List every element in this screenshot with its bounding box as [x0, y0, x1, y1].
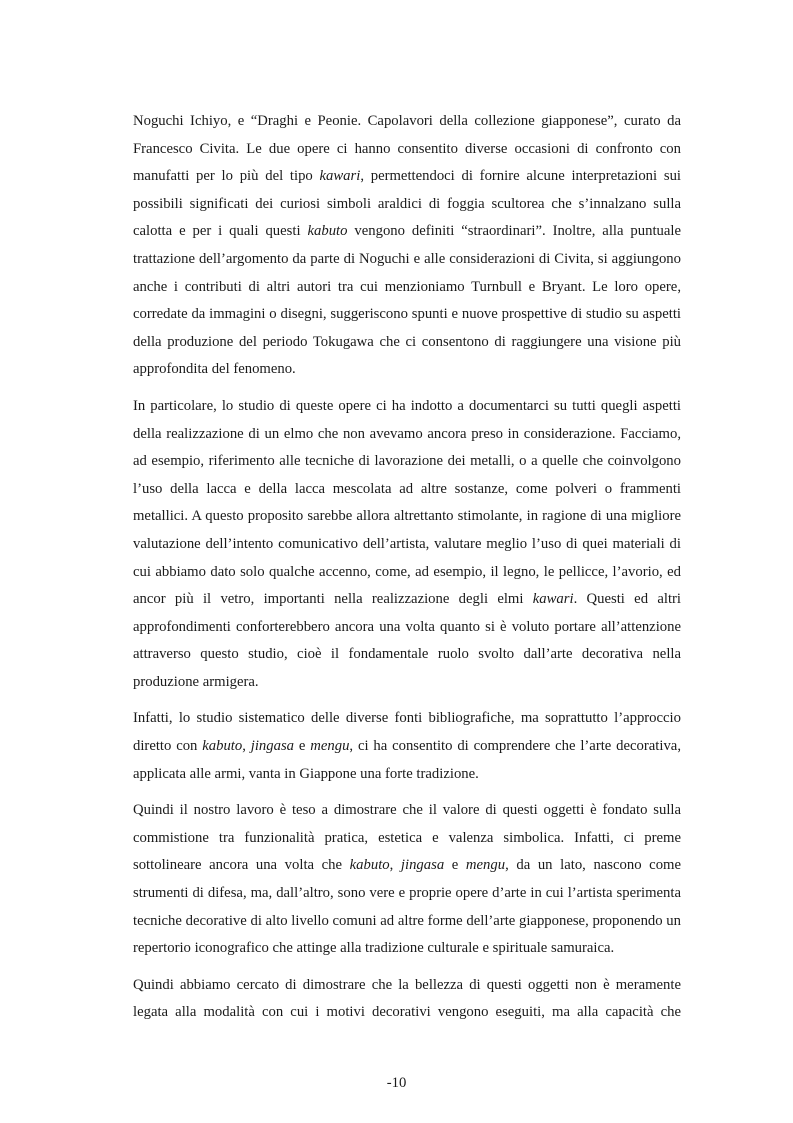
text-run: , ci ha consentito di comprendere che l’arte decorativa, applicata alle armi, vanta in Giappone una forte tradizione. [133, 738, 681, 782]
text-run: , [389, 857, 401, 874]
paragraph [133, 797, 681, 963]
paragraph [133, 972, 681, 1027]
page-number: -10 [386, 1075, 407, 1091]
paragraph [133, 705, 681, 788]
text-run: Infatti, lo studio sistematico delle diverse fonti bibliografiche, ma soprattutto l’approccio diretto con [133, 710, 681, 755]
paragraph [133, 108, 681, 384]
text-run: , [242, 738, 251, 755]
italic-term: kabuto [349, 857, 390, 874]
italic-term: mengu [310, 738, 350, 755]
italic-term: kabuto [202, 738, 243, 755]
text-run: vengono definiti “straordinari”. Inoltre, alla puntuale trattazione dell’argomento da parte di Noguchi e alle considerazioni di Civita, si aggiungono anche i contributi di altri autori tra cui menzioniamo Turnbull e Bryant. Le loro opere, corredate da immagini o disegni, suggeriscono spunti e nuove prospettive di studio su aspetti della produzione del periodo Tokugawa che ci consentono di raggiungere una visione più approfondita del fenomeno. [133, 223, 681, 378]
text-run: e [444, 857, 466, 874]
text-run: Noguchi Ichiyo, e “Draghi e Peonie. Capolavori della collezione giapponese”, curato da Francesco Civita. Le due opere ci hanno consentito diverse occasioni di confronto con manufatti per lo più del tipo [133, 113, 681, 185]
text-run: Quindi il nostro lavoro è teso a dimostrare che il valore di questi oggetti è fondato sulla commistione tra funzionalità pratica, estetica e valenza simbolica. Infatti, ci preme sottolineare ancora una volta che [133, 802, 681, 874]
text-run: Quindi abbiamo cercato di dimostrare che la bellezza di questi oggetti non è meramente legata alla modalità con cui i motivi decorativi vengono eseguiti, ma alla capacità che [133, 976, 681, 1021]
italic-term: jingasa [250, 738, 295, 755]
text-run: , da un lato, nascono come strumenti di difesa, ma, dall’altro, sono vere e proprie opere d’arte in cui l’artista sperimenta tecniche decorative di alto livello comuni ad altre forme dell’arte giapponese, proponendo un repertorio iconografico che attinge alla tradizione culturale e spirituale samuraica. [133, 857, 681, 957]
italic-term: kawari [532, 591, 574, 608]
text-run: e [294, 738, 311, 755]
italic-term: jingasa [400, 857, 445, 874]
paragraph [133, 393, 681, 697]
text-run: , permettendoci di fornire alcune interpretazioni sui possibili significati dei curiosi simboli araldici di foggia scultorea che s’innalzano sulla calotta e per i quali questi [133, 168, 681, 240]
italic-term: mengu [465, 857, 506, 874]
italic-term: kabuto [307, 223, 348, 240]
italic-term: kawari [319, 168, 361, 185]
text-run: . Questi ed altri approfondimenti conforterebbero ancora una volta quanto si è voluto portare all’attenzione attraverso questo studio, cioè il fondamentale ruolo svolto dall’arte decorativa nella produzione armigera. [133, 591, 681, 690]
page-body-text [133, 108, 681, 1027]
text-run: In particolare, lo studio di queste opere ci ha indotto a documentarci su tutti quegli aspetti della realizzazione di un elmo che non avevamo ancora preso in considerazione. Facciamo, ad esempio, riferimento alle tecniche di lavorazione dei metalli, o a quelle che coinvolgono l’uso della lacca e della lacca mescolata ad altre sostanze, come polveri o frammenti metallici. A questo proposito sarebbe allora altrettanto stimolante, in ragione di una migliore valutazione dell’intento comunicativo dell’artista, valutare meglio l’uso di quei materiali di cui abbiamo dato solo qualche accenno, come, ad esempio, il legno, le pellicce, l’avorio, ed ancor più il vetro, importanti nella realizzazione degli elmi [133, 397, 681, 608]
